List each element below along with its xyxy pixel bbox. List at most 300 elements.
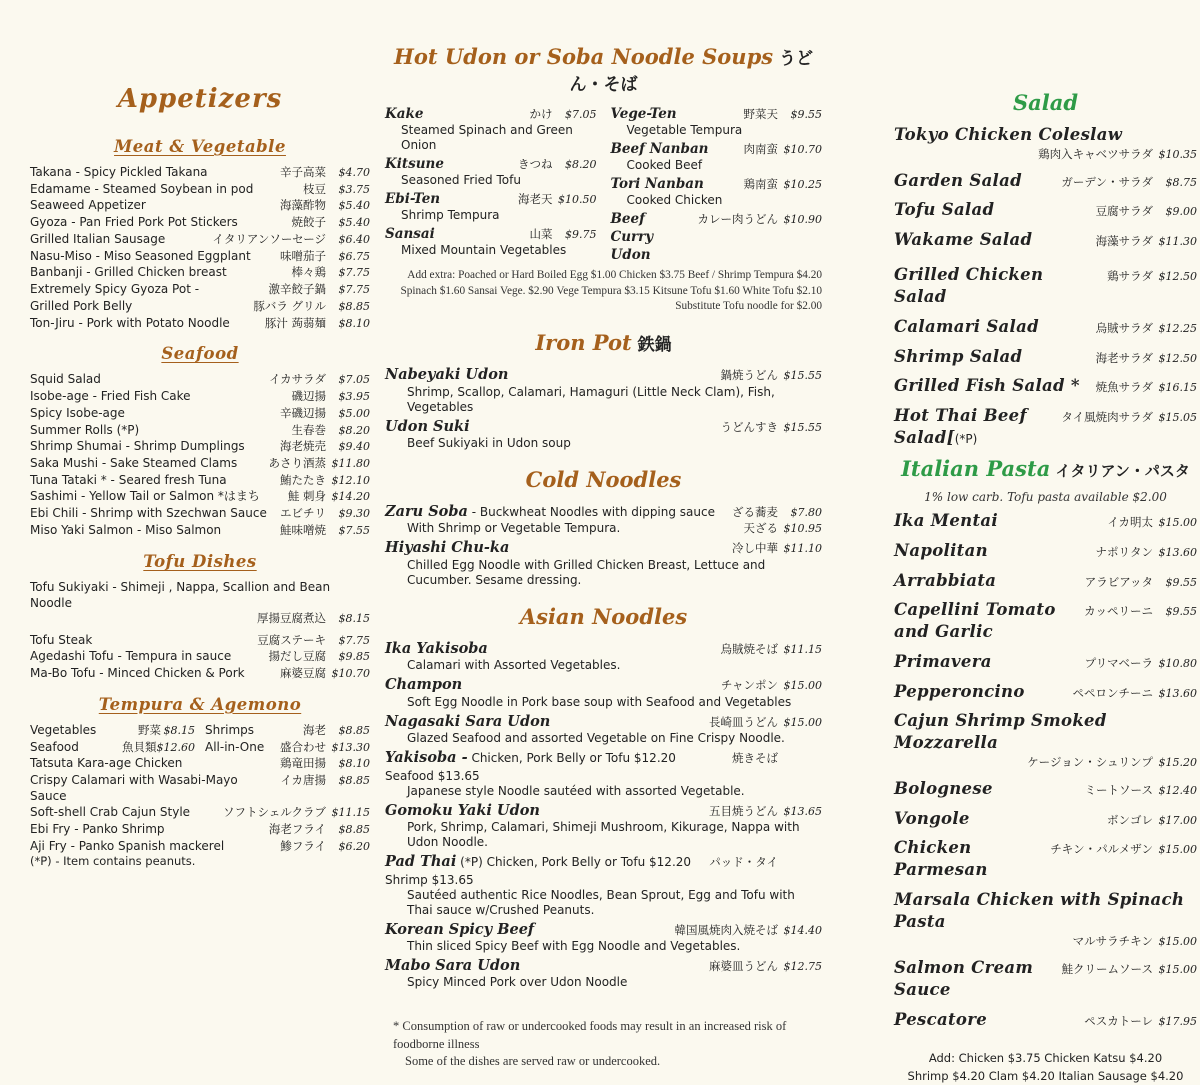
add-extra-line: Add extra: Poached or Hard Boiled Egg $1.00 Chicken $3.75 Beef / Shrimp Tempura $4.20 xyxy=(407,269,822,282)
menu-item xyxy=(30,405,370,422)
menu-item xyxy=(30,455,370,472)
menu-item xyxy=(30,422,370,439)
item-price: $10.95 xyxy=(783,522,822,536)
item-name-japanese: 激辛餃子鍋 xyxy=(268,282,326,297)
item-name-japanese: イカ明太 xyxy=(1107,515,1153,530)
item-price: $15.00 xyxy=(783,679,822,693)
menu-item xyxy=(611,210,823,264)
item-price: $9.40 xyxy=(338,440,370,454)
udon-soba-grid xyxy=(385,105,822,264)
section-title-japanese: 鉄鍋 xyxy=(631,335,672,356)
item-name-japanese: カッペリーニ xyxy=(1084,604,1153,619)
item-name xyxy=(407,820,822,850)
item-name xyxy=(30,522,274,538)
item-price: $9.00 xyxy=(1165,205,1197,219)
item-name-japanese: かけ xyxy=(529,107,553,121)
item-name-plain: Soft Egg Noodle in Pork base soup with Seafood and Vegetables xyxy=(407,694,792,709)
item-name-script: Wakame Salad xyxy=(894,230,1033,250)
item-name-japanese: 海老サラダ xyxy=(1095,350,1153,365)
item-name-japanese: 麻婆豆腐 xyxy=(280,666,326,681)
item-name-script: Zaru Soba xyxy=(385,503,468,521)
item-name-plain: Shrimp Shumai - Shrimp Dumplings xyxy=(30,439,245,454)
item-name-plain: Miso Yaki Salmon - Miso Salmon xyxy=(30,522,222,537)
menu-item xyxy=(30,472,370,489)
udon-soba-subcolumn xyxy=(611,105,823,264)
item-name-plain: Ebi Chili - Shrimp with Szechwan Sauce xyxy=(30,506,267,521)
item-name xyxy=(30,281,263,297)
item-price: $10.35 xyxy=(1158,147,1197,161)
item-name xyxy=(894,199,1090,221)
item-name xyxy=(894,957,1056,1001)
item-name-plain: Beef Sukiyaki in Udon soup xyxy=(407,436,571,451)
item-price: $13.65 xyxy=(783,804,822,818)
item-name xyxy=(894,710,1197,754)
item-name-japanese: 冷し中華 xyxy=(732,541,778,556)
item-price: $9.85 xyxy=(338,650,370,664)
item-name-japanese: 鮭味噌焼 xyxy=(280,522,326,537)
item-price: $7.75 xyxy=(338,633,370,647)
menu-item xyxy=(894,375,1197,397)
item-name xyxy=(385,852,703,888)
menu-item xyxy=(894,199,1197,221)
item-name xyxy=(30,488,282,504)
item-price: $15.00 xyxy=(783,715,822,729)
item-name xyxy=(894,1009,1078,1031)
menu-item xyxy=(385,225,597,243)
item-name xyxy=(894,170,1055,192)
menu-item xyxy=(894,346,1197,368)
item-name-japanese: 枝豆 xyxy=(303,181,326,196)
item-name-plain: (*P) xyxy=(954,431,978,446)
menu-item xyxy=(385,502,822,521)
item-price: $8.75 xyxy=(1165,175,1197,189)
item-name-japanese: 盛合わせ xyxy=(280,739,326,754)
section-title-japanese: うどん・そば xyxy=(569,49,813,95)
item-name xyxy=(30,772,274,804)
item-name-plain: Saka Mushi - Sake Steamed Clams xyxy=(30,456,238,471)
item-price: $15.00 xyxy=(1158,963,1197,977)
menu-item xyxy=(894,229,1197,251)
menu-item xyxy=(30,522,370,539)
item-name-script: Tori Nanban xyxy=(610,176,704,193)
item-price: $15.00 xyxy=(1158,516,1197,530)
menu-item xyxy=(30,231,370,248)
menu-item xyxy=(205,722,370,739)
menu-item xyxy=(385,748,822,784)
item-price: $15.00 xyxy=(1158,843,1197,857)
item-name: Seafood xyxy=(30,739,79,754)
item-price: $5.00 xyxy=(338,406,370,420)
item-name-japanese: ソフトシェルクラブ xyxy=(222,805,326,820)
section-subtitle: 1% low carb. Tofu pasta available $2.00 xyxy=(924,490,1167,505)
item-name-plain: Crispy Calamari with Wasabi-Mayo Sauce xyxy=(30,772,238,804)
menu-item xyxy=(30,264,370,281)
item-name xyxy=(894,540,1090,562)
item-name-plain: Edamame - Steamed Soybean in pod xyxy=(30,181,254,196)
menu-item xyxy=(385,190,597,208)
item-name-japanese: 鶏南蛮 xyxy=(743,177,778,192)
item-name-script: Beef Nanban xyxy=(610,141,709,158)
item-price: $7.05 xyxy=(338,373,370,387)
item-name xyxy=(407,558,822,588)
section-title: Tempura & Agemono xyxy=(98,694,302,714)
item-name-script: Hiyashi Chu-ka xyxy=(385,539,510,557)
item-name xyxy=(894,837,1044,881)
item-name-japanese: 焼きそば xyxy=(732,751,778,766)
item-name-japanese: ガーデン・サラダ xyxy=(1061,174,1153,189)
item-name xyxy=(407,695,822,710)
item-description xyxy=(407,888,822,918)
item-name-script: Primavera xyxy=(894,651,992,671)
item-name-japanese: 海老フライ xyxy=(268,821,326,836)
item-name-script: Pepperoncino xyxy=(894,681,1025,701)
item-description xyxy=(407,939,822,954)
item-name-japanese: ボンゴレ xyxy=(1107,812,1153,827)
item-description xyxy=(401,243,597,258)
menu-item xyxy=(30,579,370,611)
menu-item xyxy=(385,155,597,173)
menu-item xyxy=(894,889,1197,933)
item-name-japanese: 焼餃子 xyxy=(291,215,326,230)
item-name-japanese: 厚揚豆腐煮込 xyxy=(257,610,326,625)
menu-item xyxy=(30,722,370,739)
add-extra-note xyxy=(385,268,822,314)
menu-item xyxy=(30,181,370,198)
item-price: $8.15 xyxy=(338,611,370,625)
item-price: $8.10 xyxy=(338,316,370,330)
add-extra-line: Substitute Tofu noodle for $2.00 xyxy=(675,299,822,312)
item-price: $9.30 xyxy=(338,507,370,521)
menu-item xyxy=(30,804,370,821)
item-price: $9.55 xyxy=(790,108,822,121)
menu-item xyxy=(894,755,1197,771)
pasta-add-footer-line1: Add: Chicken $3.75 Chicken Katsu $4.20 xyxy=(928,1051,1163,1066)
item-price: $9.75 xyxy=(565,228,597,242)
item-name xyxy=(401,208,597,223)
item-name-japanese: チャンポン xyxy=(720,678,778,693)
menu-item xyxy=(30,315,370,332)
item-name-japanese: カレー肉うどん xyxy=(697,212,778,227)
item-name-plain: Tofu Steak xyxy=(30,632,93,647)
raw-food-footnote-line2: Some of the dishes are served raw or undercooked. xyxy=(405,1054,661,1069)
item-name-japanese: 肉南蛮 xyxy=(743,142,778,157)
item-name-japanese: 海老 xyxy=(303,722,326,737)
menu-item xyxy=(894,510,1197,532)
item-name-japanese: エビチリ xyxy=(280,506,326,521)
item-name-japanese: 野菜 xyxy=(138,722,161,737)
menu-item xyxy=(30,739,370,756)
item-name xyxy=(385,675,715,694)
item-name xyxy=(407,521,738,536)
item-name xyxy=(894,264,1101,308)
item-name xyxy=(30,665,274,681)
menu-item xyxy=(30,648,370,665)
item-price: $8.20 xyxy=(565,158,597,172)
item-description xyxy=(401,123,597,153)
item-name xyxy=(30,181,297,197)
item-name-plain: Isobe-age - Fried Fish Cake xyxy=(30,389,191,404)
item-name xyxy=(30,755,274,771)
item-name xyxy=(401,173,597,188)
section-title xyxy=(385,467,822,493)
menu-item xyxy=(611,140,823,158)
item-name-plain: Shrimp, Scallop, Calamari, Hamaguri (Little Neck Clam), Fish, Vegetables xyxy=(407,384,775,414)
menu-item xyxy=(30,164,370,181)
item-name xyxy=(30,214,286,230)
udon-soba-subcolumn xyxy=(385,105,597,264)
item-name xyxy=(30,472,274,488)
item-name-plain: Sashimi - Yellow Tail or Salmon *はまち xyxy=(30,489,260,504)
item-name-japanese: 海老焼売 xyxy=(280,439,326,454)
menu-item xyxy=(205,739,370,756)
item-name-script: Pescatore xyxy=(894,1009,988,1029)
item-name-japanese: 生春巻 xyxy=(291,422,326,437)
noodles-sections xyxy=(385,28,822,992)
section-title: Meat & Vegetable xyxy=(114,137,286,156)
section-title-text: Iron Pot xyxy=(535,330,632,356)
item-name-script: Marsala Chicken with Spinach Pasta xyxy=(894,890,1185,932)
item-description xyxy=(407,784,822,799)
menu-item xyxy=(894,316,1197,338)
item-price: $12.60 xyxy=(156,740,195,754)
item-price: $5.40 xyxy=(338,216,370,230)
item-description xyxy=(407,695,822,710)
item-name xyxy=(894,808,1101,830)
item-name xyxy=(894,346,1090,368)
menu-item xyxy=(894,934,1197,950)
menu-item xyxy=(894,778,1197,800)
item-name-plain: Seaweed Appetizer xyxy=(30,198,146,213)
item-price: $14.40 xyxy=(783,923,822,937)
menu-item xyxy=(30,388,370,405)
item-name-japanese: 味噌茄子 xyxy=(280,248,326,263)
appetizers-column xyxy=(30,0,370,869)
menu-item xyxy=(30,755,370,772)
item-name-japanese: 野菜天 xyxy=(743,107,778,121)
item-price: $12.10 xyxy=(331,473,370,487)
item-name-script: Salmon Cream Sauce xyxy=(894,958,1034,1000)
item-name xyxy=(385,639,715,658)
item-name xyxy=(30,422,286,438)
item-name xyxy=(385,225,524,243)
item-description xyxy=(401,173,597,188)
item-name xyxy=(894,570,1079,592)
item-name xyxy=(611,175,738,193)
item-name xyxy=(30,455,263,471)
menu-item xyxy=(30,772,370,804)
item-name-plain: Banbanji - Grilled Chicken breast xyxy=(30,265,227,280)
item-name-plain: Spicy Minced Pork over Udon Noodle xyxy=(407,975,628,990)
item-name xyxy=(385,920,669,939)
menu-item xyxy=(385,639,822,658)
menu-item xyxy=(30,611,370,627)
item-name xyxy=(30,248,274,264)
item-name-script: Pad Thai xyxy=(385,853,457,871)
item-name-japanese: 天ざる xyxy=(743,521,778,536)
section-title-text: Cold Noodles xyxy=(525,467,682,493)
item-name-plain: Takana - Spicy Pickled Takana xyxy=(30,165,208,179)
item-price: $7.05 xyxy=(565,108,597,121)
item-name xyxy=(407,385,822,415)
menu-item xyxy=(30,632,370,649)
item-name-japanese: 海藻酢物 xyxy=(280,198,326,213)
peanut-footnote: (*P) - Item contains peanuts. xyxy=(30,854,196,869)
item-name xyxy=(30,264,286,280)
item-name-script: Udon Suki xyxy=(385,417,470,435)
item-name-plain: Glazed Seafood and assorted Vegetable on Fine Crispy Noodle. xyxy=(407,731,785,746)
item-name-script: Hot Thai Beef Salad[ xyxy=(894,405,1027,447)
menu-item xyxy=(894,540,1197,562)
item-name xyxy=(894,229,1090,251)
item-name-japanese: 鶏サラダ xyxy=(1107,269,1153,284)
item-name-plain: Seasoned Fried Tofu xyxy=(401,173,521,188)
item-price: $8.10 xyxy=(338,757,370,771)
item-name-japanese: イタリアンソーセージ xyxy=(212,231,326,246)
menu-item xyxy=(30,298,370,315)
item-price: $11.10 xyxy=(783,542,822,556)
menu-item xyxy=(894,957,1197,1001)
item-price: $10.80 xyxy=(1158,656,1197,670)
item-price: $8.85 xyxy=(338,773,370,787)
item-name-japanese: 韓国風焼肉入焼そば xyxy=(674,922,778,937)
item-name xyxy=(894,681,1067,703)
item-price: $13.60 xyxy=(1158,546,1197,560)
item-price: $15.55 xyxy=(783,369,822,383)
menu-item xyxy=(894,147,1197,163)
item-name-japanese: ペペロンチーニ xyxy=(1072,685,1153,700)
item-price: $8.85 xyxy=(338,723,370,737)
item-price: $15.00 xyxy=(1158,934,1197,948)
menu-item xyxy=(894,710,1197,754)
item-price: $10.90 xyxy=(783,213,822,227)
item-name-script: Ika Yakisoba xyxy=(385,639,488,657)
menu-item xyxy=(385,852,822,888)
item-name xyxy=(385,502,726,521)
menu-item xyxy=(30,665,370,682)
item-name-japanese: 鮭クリームソース xyxy=(1061,962,1153,977)
item-name xyxy=(30,838,274,854)
section-title-text: Asian Noodles xyxy=(519,603,688,629)
item-description xyxy=(407,558,822,588)
item-name xyxy=(627,158,823,173)
add-extra-line: Spinach $1.60 Sansai Vege. $2.90 Vege Tempura $3.15 Kitsune Tofu $1.60 White Tofu $2.10 xyxy=(400,284,822,297)
item-name xyxy=(30,438,274,454)
menu-item xyxy=(894,170,1197,192)
item-name xyxy=(407,784,822,799)
section-title-text: Italian Pasta xyxy=(901,456,1051,482)
item-name-plain: Sautéed authentic Rice Noodles, Bean Sprout, Egg and Tofu with Thai sauce w/Crushed Peanuts. xyxy=(407,887,795,917)
item-name-japanese: プリマベーラ xyxy=(1084,655,1153,670)
item-name-script: Tokyo Chicken Coleslaw xyxy=(894,125,1123,144)
menu-item xyxy=(894,808,1197,830)
menu-item xyxy=(30,838,370,855)
item-name-japanese: タイ風焼肉サラダ xyxy=(1061,409,1153,424)
menu-item xyxy=(30,488,370,505)
menu-item xyxy=(894,681,1197,703)
item-name-plain: Squid Salad xyxy=(30,372,101,387)
item-name xyxy=(627,193,823,208)
item-name-plain: Grilled Italian Sausage xyxy=(30,231,166,246)
item-name-japanese: ナポリタン xyxy=(1095,545,1153,560)
item-name-script: Ebi-Ten xyxy=(385,191,441,208)
menu-item xyxy=(611,175,823,193)
menu-item xyxy=(30,281,370,298)
item-name-plain: Tatsuta Kara-age Chicken xyxy=(30,756,183,771)
menu-item xyxy=(894,264,1197,308)
item-description xyxy=(407,658,822,673)
item-name-japanese: 鶏肉入キャベツサラダ xyxy=(1038,146,1153,161)
item-name-script: Kake xyxy=(385,106,424,122)
item-name xyxy=(30,164,274,180)
menu-item xyxy=(30,438,370,455)
item-name xyxy=(407,939,822,954)
item-price: $11.80 xyxy=(331,457,370,471)
item-name xyxy=(385,417,715,436)
menu-item xyxy=(385,538,822,557)
item-price: $11.30 xyxy=(1158,235,1197,249)
menu-item xyxy=(30,739,195,756)
item-name-script: Calamari Salad xyxy=(894,316,1039,336)
item-name xyxy=(401,123,597,153)
menu-item xyxy=(30,371,370,388)
menu-item xyxy=(894,651,1197,673)
item-name xyxy=(30,579,370,611)
item-price: $7.75 xyxy=(338,283,370,297)
item-name xyxy=(30,804,217,820)
item-name-japanese: 辛磯辺揚 xyxy=(280,405,326,420)
item-name-japanese: 鮭 刺身 xyxy=(287,489,326,504)
item-name-japanese: 長崎皿うどん xyxy=(709,714,778,729)
raw-food-footnote-line1: * Consumption of raw or undercooked foods may result in an increased risk of foodborne illness xyxy=(393,1019,787,1051)
item-name-script: Ika Mentai xyxy=(894,511,998,531)
item-name-script: Cajun Shrimp Smoked Mozzarella xyxy=(894,711,1107,753)
appetizers-title: Appetizers xyxy=(117,84,283,114)
item-description xyxy=(627,193,823,208)
item-name-plain: - Buckwheat Noodles with dipping sauce xyxy=(467,505,715,520)
item-name-plain: Ma-Bo Tofu - Minced Chicken & Pork xyxy=(30,666,245,681)
item-name-plain: Tuna Tataki * - Seared fresh Tuna xyxy=(30,472,227,487)
item-name xyxy=(30,405,274,421)
item-name xyxy=(30,388,286,404)
item-name xyxy=(385,365,715,384)
item-name: Shrimps xyxy=(205,722,255,737)
item-name-japanese: あさり酒蒸 xyxy=(268,456,326,471)
item-name-plain: Ton-Jiru - Pork with Potato Noodle xyxy=(30,315,230,330)
item-name xyxy=(385,712,703,731)
item-name-plain: Cooked Chicken xyxy=(626,193,723,208)
item-name-script: Bolognese xyxy=(894,779,993,799)
item-name xyxy=(30,298,247,314)
item-name xyxy=(30,231,206,247)
item-name-plain: Aji Fry - Panko Spanish mackerel xyxy=(30,838,225,853)
menu-item xyxy=(894,1009,1197,1031)
section-title-text: Salad xyxy=(1012,90,1079,115)
section-title xyxy=(385,330,822,356)
menu-item xyxy=(385,365,822,384)
item-price: $6.40 xyxy=(338,232,370,246)
item-name-japanese: 海老天 xyxy=(518,192,553,207)
item-name-japanese: うどんすき xyxy=(720,419,778,434)
section-title xyxy=(894,456,1197,482)
item-name xyxy=(894,889,1197,933)
item-name xyxy=(401,243,597,258)
item-description xyxy=(407,820,822,850)
item-name xyxy=(894,405,1055,449)
item-price: $4.70 xyxy=(338,166,370,179)
item-price: $6.75 xyxy=(338,249,370,263)
item-name xyxy=(894,510,1101,532)
item-name-plain: Ebi Fry - Panko Shrimp xyxy=(30,821,165,836)
